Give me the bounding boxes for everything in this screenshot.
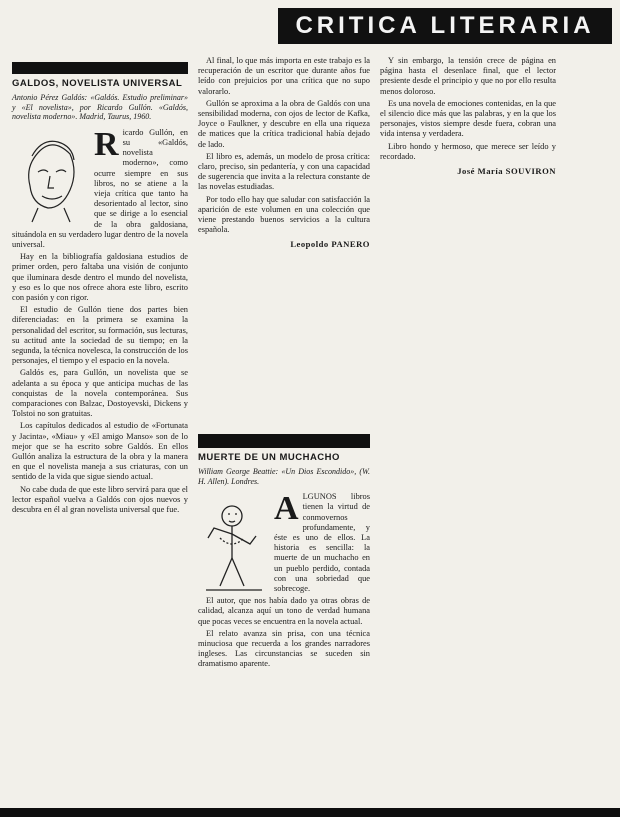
review-paragraph: El estudio de Gullón tiene dos partes bien diferenciadas: en la primera se examina la personalidad del escritor, su formación, sus lecturas, su actitud ante la sociedad de su tiempo; en la segunda, la técnica novelesca, la construcción de los personajes, el tiempo y el espacio en la novela. <box>12 305 188 366</box>
review-paragraph: Libro hondo y hermoso, que merece ser leído y recordado. <box>380 141 556 161</box>
review-galdos <box>12 62 188 517</box>
drop-cap: R <box>94 125 119 163</box>
review-paragraph: Galdós es, para Gullón, un novelista que se adelanta a su época y que anticipa muchas de las conquistas de la novela contemporánea. Sus comparaciones con Balzac, Dostoyevski, Dickens y Tolstoi no son gratuitas. <box>12 368 188 419</box>
review-paragraph: Gullón se aproxima a la obra de Galdós con una sensibilidad moderna, con ojos de lector de Kafka, Joyce o Faulkner, y descubre en ella una riqueza de matices que la crítica tradicional había dejado de lado. <box>198 98 370 149</box>
review-galdos-continued <box>198 56 370 250</box>
boy-illustration <box>198 498 270 594</box>
review-paragraph: Y sin embargo, la tensión crece de página en página hasta el desenlace final, que el lector presiente desde el principio y que no por ello resulta menos doloroso. <box>380 56 556 96</box>
review-paragraph: Al final, lo que más importa en este trabajo es la recuperación de un escritor que durante años fue leído con prejuicios por una crítica que no supo valorarlo. <box>198 56 370 96</box>
review-muchacho-continued <box>380 56 556 176</box>
review-paragraph: El autor, que nos había dado ya otras obras de calidad, alcanza aquí un tono de verdad humana que pocas veces se encuentra en la novela actual. <box>198 596 370 626</box>
boy-sketch-icon <box>198 498 270 594</box>
review-muchacho <box>198 434 370 672</box>
review-bibliography: William George Beattie: «Un Dios Escondido», (W. H. Allen). Londres. <box>198 467 370 486</box>
review-paragraph: icardo Gullón, en su «Galdós, novelista moderno», como ocurre siempre en sus libros, no se atiene a la vieja crítica que tanto ha desorientado al lector, sino que se dirige a lo esencial de la obra galdosiana, situándola en su verdadero lugar dentro de la novela universal. <box>12 127 188 250</box>
author-portrait <box>12 128 90 224</box>
review-paragraph: El relato avanza sin prisa, con una técnica minuciosa que recuerda a los grandes narradores ingleses. Las circunstancias se suceden sin dramatismo aparente. <box>198 628 370 669</box>
review-paragraph: Los capítulos dedicados al estudio de «Fortunata y Jacinta», «Miau» y «El amigo Manso» son de lo mejor que se ha escrito sobre Galdós. En ellos Gullón analiza la estructura de la obra y la manera en que el novelista maneja a sus criaturas, con un sentido de la vida que sigue siendo actual. <box>12 421 188 482</box>
footer-rule <box>0 808 620 817</box>
review-paragraph: Por todo ello hay que saludar con satisfacción la aparición de este volumen en una colección que viene prestando buenos servicios a la cultura española. <box>198 194 370 235</box>
review-headline: MUERTE DE UN MUCHACHO <box>198 452 340 463</box>
review-paragraph: El libro es, además, un modelo de prosa crítica: claro, preciso, sin pedantería, y con una capacidad de sugerencia que invita a la relectura constante de las novelas estudiadas. <box>198 151 370 192</box>
review-signature: José María SOUVIRON <box>457 166 556 177</box>
headline-bar <box>12 62 188 74</box>
review-paragraph: Es una novela de emociones contenidas, en la que el silencio dice más que las palabras, y en la que los personajes, vistos siempre desde fuera, cobran una vida intensa y verdadera. <box>380 98 556 139</box>
portrait-sketch-icon <box>12 128 90 224</box>
review-paragraph: Hay en la bibliografía galdosiana estudios de primer orden, pero faltaba una visión de conjunto que iluminara desde dentro el mundo del novelista, y eso es lo que nos ofrece ahora este libro, escrito con pasión y con rigor. <box>12 252 188 303</box>
review-paragraph: LGUNOS libros tienen la virtud de conmovernos profundamente, y éste es uno de ellos. La historia es sencilla: la muerte de un muchacho en un pueblo perdido, contada con una sobriedad que sobrecoge. <box>274 492 370 594</box>
section-title: CRITICA LITERARIA <box>278 8 612 44</box>
review-bibliography: Antonio Pérez Galdós: «Galdós. Estudio preliminar» y «El novelista», por Ricardo Gullón. «Galdós, novelista moderno». Madrid, Taurus, 1960. <box>12 93 188 122</box>
drop-cap: A <box>274 490 299 528</box>
review-paragraph: No cabe duda de que este libro servirá para que el lector español vuelva a Galdós con ojos nuevos y descubra en él al gran novelista universal que fue. <box>12 484 188 515</box>
headline-bar <box>198 434 370 448</box>
review-headline: GALDOS, NOVELISTA UNIVERSAL <box>12 78 183 89</box>
review-signature: Leopoldo PANERO <box>290 239 370 250</box>
